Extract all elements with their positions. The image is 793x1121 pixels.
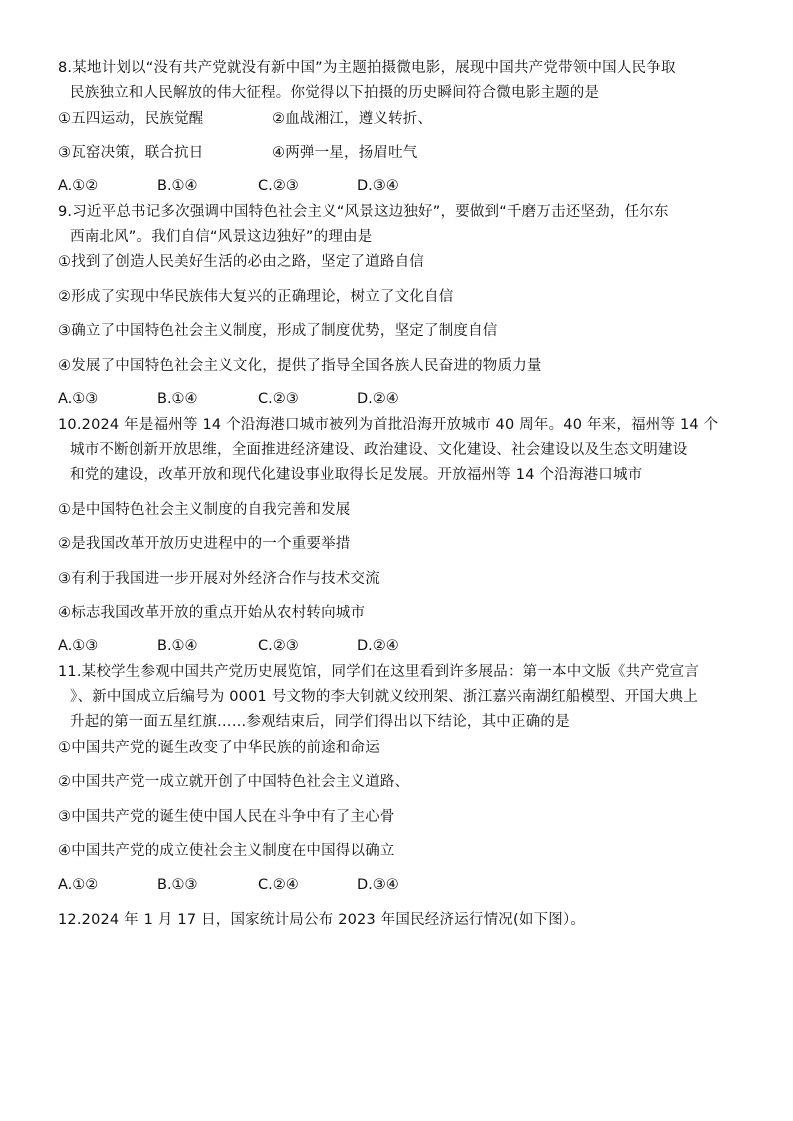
q10-stem-line-3: 和党的建设，改革开放和现代化建设事业取得长足发展。开放福州等 14 个沿海港口城市 [70, 467, 643, 483]
q9-option-1: ①找到了创造人民美好生活的必由之路，坚定了道路自信 [58, 254, 424, 270]
q8-answer-c: C.②③ [258, 178, 299, 194]
q9-answer-b: B.①④ [157, 391, 198, 407]
q9-answer-a: A.①③ [58, 391, 99, 407]
q9-stem-line-2: 西南北风”。我们自信“风景这边独好”的理由是 [70, 229, 373, 245]
q8-option-2: ②血战湘江，遵义转折、 [272, 111, 433, 127]
q11-answer-a: A.①② [58, 877, 99, 893]
q10-answer-b: B.①④ [157, 638, 198, 654]
q10-option-1: ①是中国特色社会主义制度的自我完善和发展 [58, 502, 351, 518]
q11-stem-line-1: 11.某校学生参观中国共产党历史展览馆，同学们在这里看到许多展品：第一本中文版《共产党宣言 [58, 664, 700, 680]
q9-option-2: ②形成了实现中华民族伟大复兴的正确理论，树立了文化自信 [58, 289, 454, 305]
q8-option-3: ③瓦窑决策，联合抗日 [58, 145, 204, 161]
q8-stem-line-1: 8.某地计划以“没有共产党就没有新中国”为主题拍摄微电影，展现中国共产党带领中国人民争取 [58, 60, 676, 76]
q8-option-1: ①五四运动，民族觉醒 [58, 111, 204, 127]
q10-answer-c: C.②③ [258, 638, 299, 654]
q9-answer-d: D.②④ [357, 391, 399, 407]
q10-option-2: ②是我国改革开放历史进程中的一个重要举措 [58, 536, 351, 552]
q8-stem-line-2: 民族独立和人民解放的伟大征程。你觉得以下拍摄的历史瞬间符合微电影主题的是 [70, 85, 600, 101]
q11-stem-line-3: 升起的第一面五星红旗……参观结束后，同学们得出以下结论，其中正确的是 [70, 714, 570, 730]
q11-option-3: ③中国共产党的诞生使中国人民在斗争中有了主心骨 [58, 809, 395, 825]
q10-stem-line-1: 10.2024 年是福州等 14 个沿海港口城市被列为首批沿海开放城市 40 周年。40 年来，福州等 14 个 [58, 417, 719, 433]
q10-answer-d: D.②④ [357, 638, 399, 654]
q10-answer-a: A.①③ [58, 638, 99, 654]
q11-answer-c: C.②④ [258, 877, 299, 893]
q11-stem-line-2: 》、新中国成立后编号为 0001 号文物的李大钊就义绞刑架、浙江嘉兴南湖红船模型、开国大典上 [70, 689, 699, 705]
q10-option-4: ④标志我国改革开放的重点开始从农村转向城市 [58, 605, 366, 621]
q9-answer-c: C.②③ [258, 391, 299, 407]
q9-option-4: ④发展了中国特色社会主义文化，提供了指导全国各族人民奋进的物质力量 [58, 358, 542, 374]
q12-stem-line-1: 12.2024 年 1 月 17 日，国家统计局公布 2023 年国民经济运行情况(如下图）。 [58, 912, 586, 928]
q9-stem-line-1: 9.习近平总书记多次强调中国特色社会主义“风景这边独好”，要做到“千磨万击还坚劲，任尔东 [58, 204, 669, 220]
q10-stem-line-2: 城市不断创新开放思维，全面推进经济建设、政治建设、文化建设、社会建设以及生态文明建设 [70, 442, 688, 458]
q9-option-3: ③确立了中国特色社会主义制度，形成了制度优势，坚定了制度自信 [58, 323, 498, 339]
q11-answer-d: D.③④ [357, 877, 399, 893]
q11-option-1: ①中国共产党的诞生改变了中华民族的前途和命运 [58, 740, 380, 756]
q10-option-3: ③有利于我国进一步开展对外经济合作与技术交流 [58, 571, 380, 587]
q8-answer-b: B.①④ [157, 178, 198, 194]
q11-option-4: ④中国共产党的成立使社会主义制度在中国得以确立 [58, 843, 395, 859]
q8-answer-a: A.①② [58, 178, 99, 194]
q8-answer-d: D.③④ [357, 178, 399, 194]
q11-option-2: ②中国共产党一成立就开创了中国特色社会主义道路、 [58, 774, 410, 790]
q8-option-4: ④两弹一星，扬眉吐气 [272, 145, 418, 161]
q11-answer-b: B.①③ [157, 877, 198, 893]
